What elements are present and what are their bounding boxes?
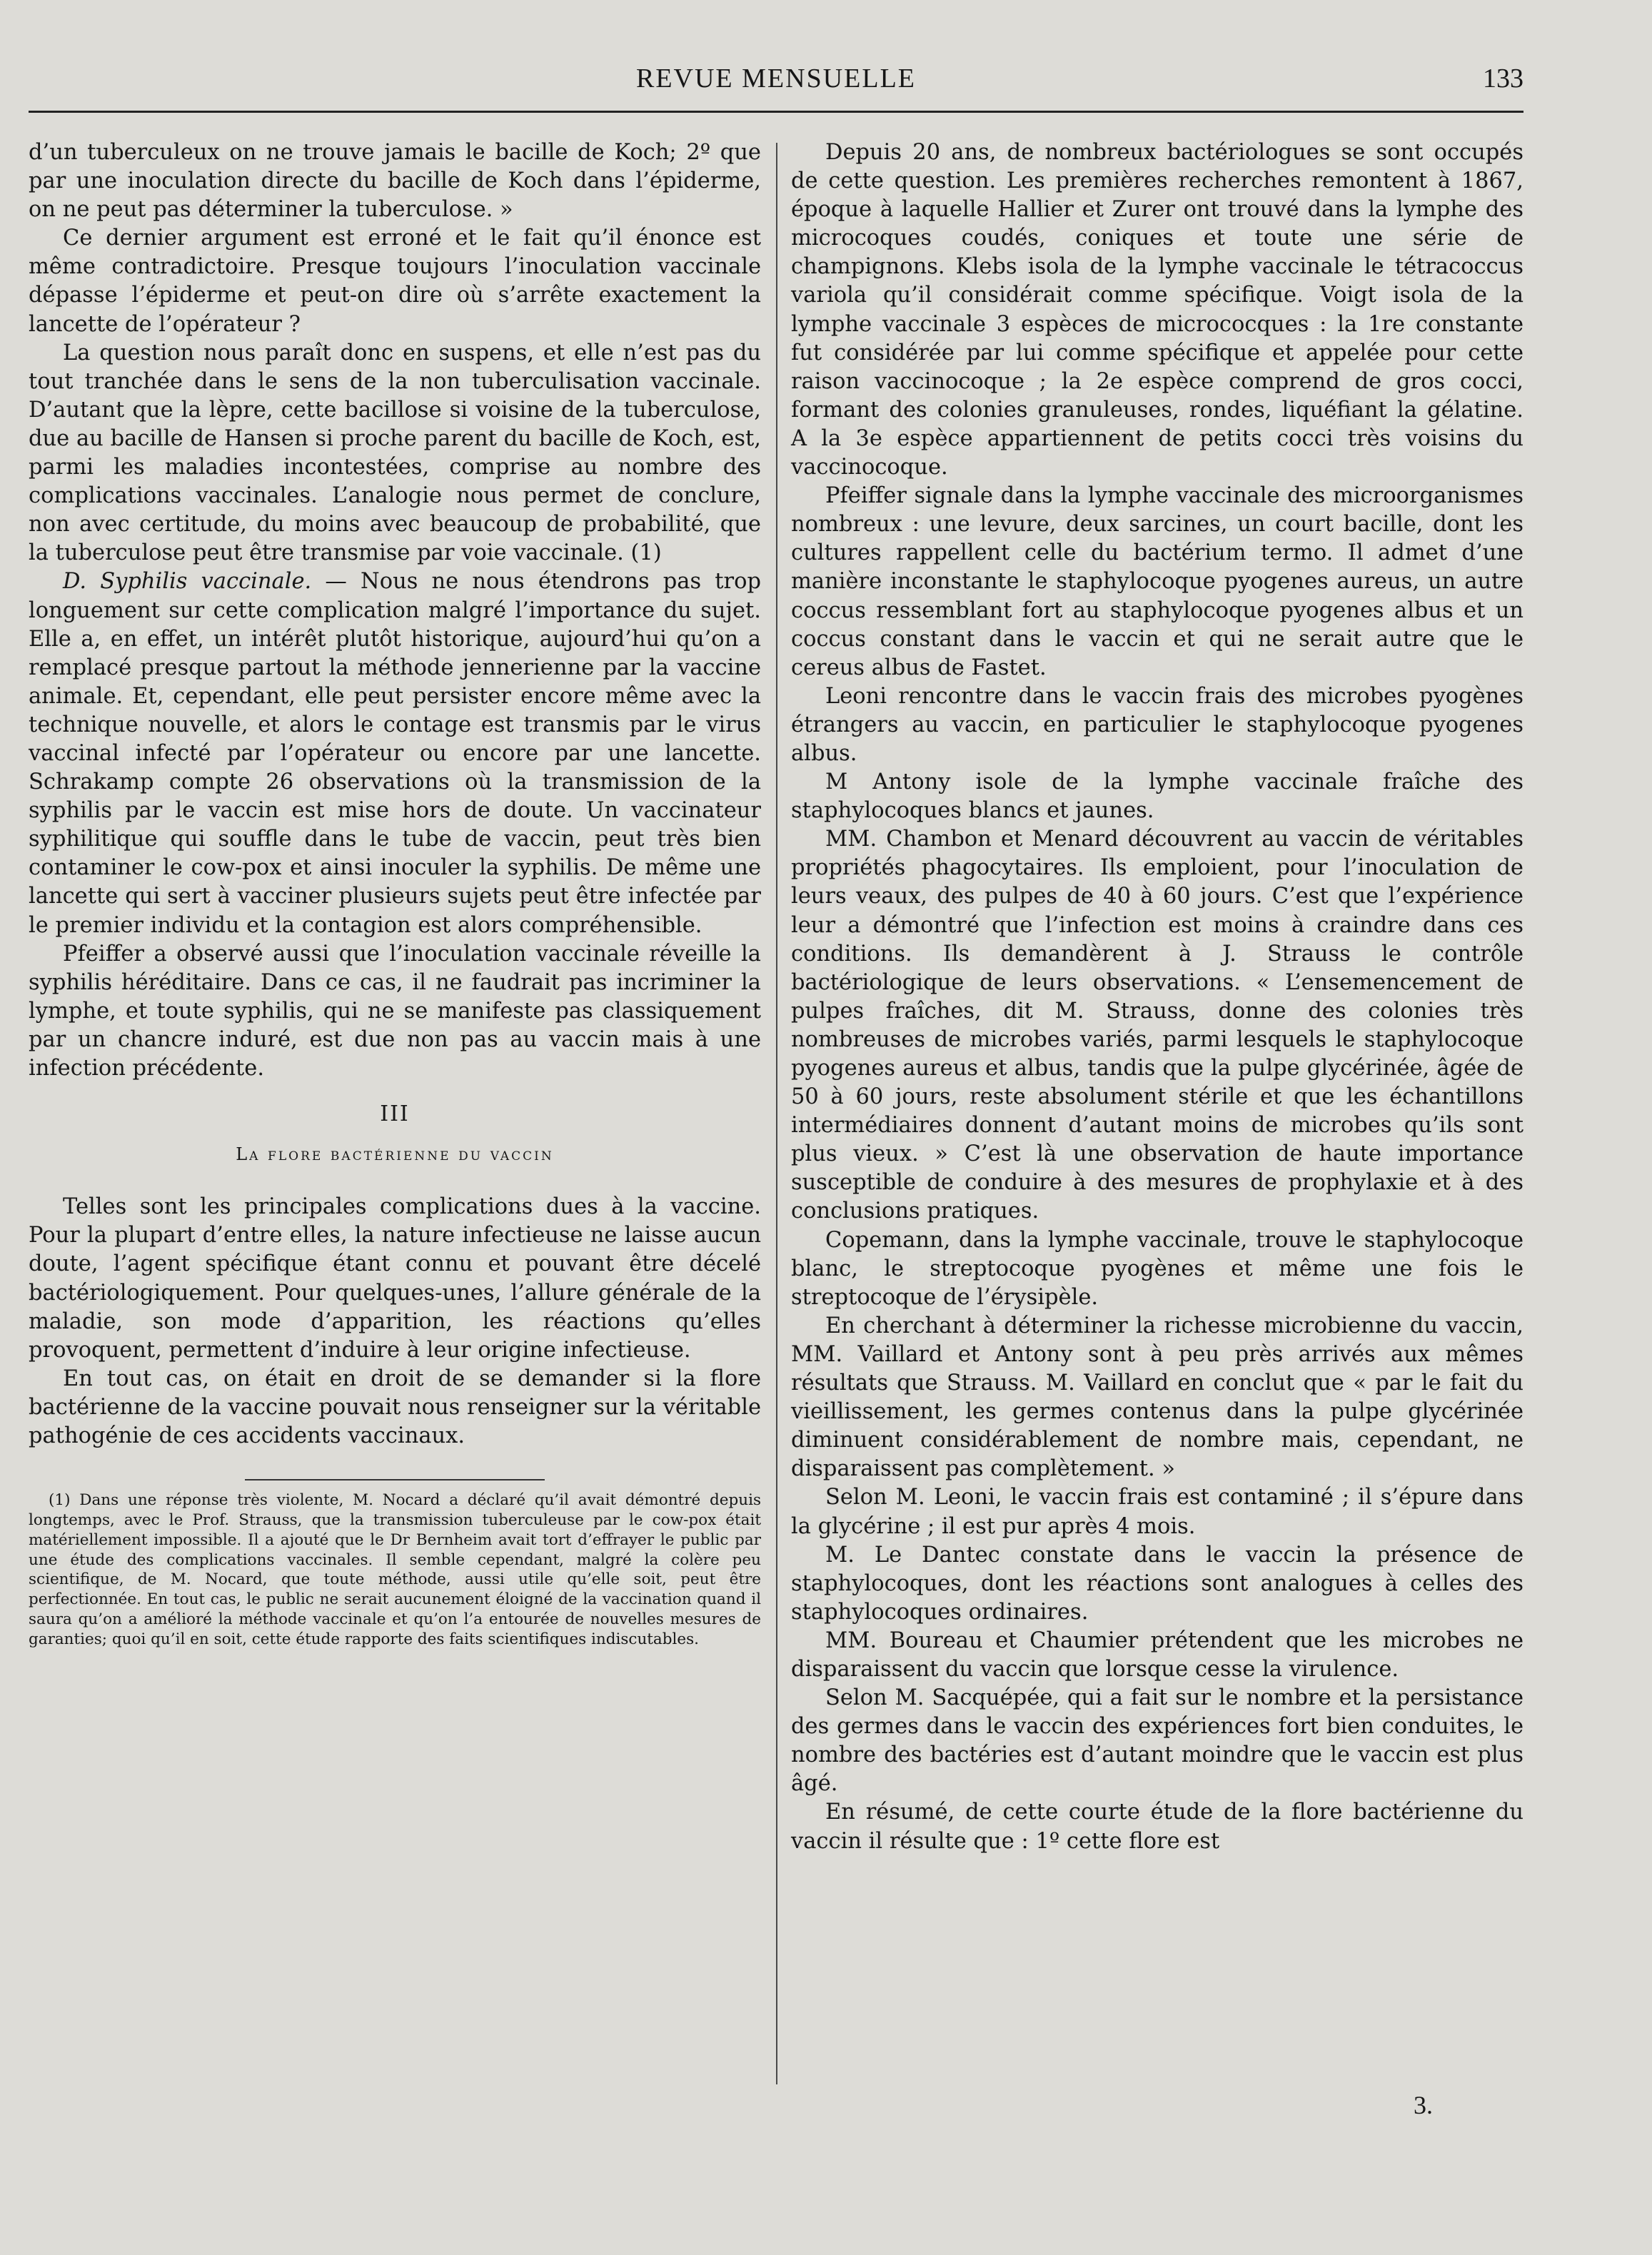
paragraph: Leoni rencontre dans le vaccin frais des microbes pyogènes étrangers au vaccin, en particulier le staphylocoque pyogenes albus. bbox=[791, 683, 1523, 766]
paragraph: En résumé, de cette courte étude de la flore bactérienne du vaccin il résulte que : 1º cette flore est bbox=[791, 1800, 1523, 1854]
paragraph: MM. Chambon et Menard découvrent au vaccin de véritables propriétés phagocytaires. Ils emploient, pour l’inoculation de leurs veaux, des pulpes de 40 à 60 jours. C’est que l’expérience leur a démontré que l’infection est moins à craindre dans ces conditions. Ils demandèrent à J. Strauss le contrôle bactériologique de leurs observations. « L’ensemencement de pulpes fraîches, dit M. Strauss, donne des colonies très nombreuses de microbes variés, parmi lesquels le staphylocoque pyogenes aureus et albus, tandis que la pulpe glycérinée, âgée de 50 à 60 jours, reste absolument stérile et que les échantillons intermédiaires donnent d’autant moins de microbes qu’ils sont plus vieux. » C’est là une observation de haute importance susceptible de conduire à des mesures de prophylaxie et à des conclusions pratiques. bbox=[791, 827, 1523, 1224]
paragraph: M Antony isole de la lymphe vaccinale fraîche des staphylocoques blancs et jaunes. bbox=[791, 770, 1523, 824]
paragraph: Ce dernier argument est erroné et le fait qu’il énonce est même contradictoire. Presque toujours l’inoculation vaccinale dépasse l’épiderme et peut-on dire où s’arrête exactement la lancette de l’opérateur ? bbox=[29, 226, 761, 337]
paragraph: M. Le Dantec constate dans le vaccin la présence de staphylocoques, dont les réactions sont analogues à celles des staphylocoques ordinaires. bbox=[791, 1542, 1523, 1625]
paragraph: En tout cas, on était en droit de se demander si la flore bactérienne de la vaccine pouvait nous renseigner sur la véritable pathogénie de ces accidents vaccinaux. bbox=[29, 1366, 761, 1449]
section-title: La flore bactérienne du vaccin bbox=[236, 1144, 554, 1165]
left-column bbox=[29, 138, 761, 1650]
page-header bbox=[29, 63, 1523, 113]
paragraph: Pfeiffer a observé aussi que l’inoculation vaccinale réveille la syphilis héréditaire. Dans ce cas, il ne faudrait pas incriminer la lymphe, et toute syphilis, qui ne se manifeste pas classiquement par un chancre induré, est due non pas au vaccin mais à une infection précédente. bbox=[29, 941, 761, 1081]
paragraph: d’un tuberculeux on ne trouve jamais le bacille de Koch; 2º que par une inoculation directe du bacille de Koch dans l’épiderme, on ne peut pas déterminer la tuberculose. » bbox=[29, 140, 761, 223]
right-column bbox=[791, 138, 1523, 1856]
header-rule bbox=[29, 111, 1523, 113]
footnote-rule bbox=[245, 1479, 545, 1480]
paragraph: En cherchant à déterminer la richesse microbienne du vaccin, MM. Vaillard et Antony sont à peu près arrivés aux mêmes résultats que Strauss. M. Vaillard en conclut que « par le fait du vieillissement, les germes contenus dans la pulpe glycérinée diminuent considérablement de nombre mais, cependant, ne disparaissent pas complètement. » bbox=[791, 1313, 1523, 1482]
syphilis-text: — Nous ne nous étendrons pas trop longuement sur cette complication malgré l’importance du sujet. Elle a, en effet, un intérêt plutôt historique, aujourd’hui qu’on a remplacé presque partout la méthode jennerienne par la vaccine animale. Et, cependant, elle peut persister encore même avec la technique nouvelle, et alors le contage est transmis par le virus vaccinal infecté par l’opérateur ou encore par une lancette. Schrakamp compte 26 observations où la transmission de la syphilis par le vaccin est mise hors de doute. Un vaccinateur syphilitique qui souffle dans le tube de vaccin, peut très bien contaminer le cow-pox et ainsi inoculer la syphilis. De même une lancette qui sert à vacciner plusieurs sujets peut être infectée par le premier individu et la contagion est alors compréhensible. bbox=[29, 569, 761, 938]
running-title: REVUE MENSUELLE bbox=[635, 64, 917, 94]
paragraph: Selon M. Leoni, le vaccin frais est contaminé ; il s’épure dans la glycérine ; il est pur après 4 mois. bbox=[791, 1485, 1523, 1539]
page-number: 133 bbox=[1483, 64, 1523, 94]
paragraph: Copemann, dans la lymphe vaccinale, trouve le staphylocoque blanc, le streptocoque pyogènes et même une fois le streptocoque de l’érysipèle. bbox=[791, 1227, 1523, 1310]
syphilis-paragraph bbox=[29, 567, 761, 939]
paragraph: La question nous paraît donc en suspens, et elle n’est pas du tout tranchée dans le sens de la non tuberculisation vaccinale. D’autant que la lèpre, cette bacillose si voisine de la tuberculose, due au bacille de Hansen si proche parent du bacille de Koch, est, parmi les maladies incontestées, comprise au nombre des complications vaccinales. L’analogie nous permet de conclure, non avec certitude, du moins avec beaucoup de probabilité, que la tuberculose peut être transmise par voie vaccinale. (1) bbox=[29, 340, 761, 566]
paragraph: Pfeiffer signale dans la lymphe vaccinale des microorganismes nombreux : une levure, deux sarcines, un court bacille, dont les cultures rappellent celle du bactérium termo. Il admet d’une manière inconstante le staphylocoque pyogenes aureus, un autre coccus ressemblant fort au staphylocoque pyogenes albus et un coccus constant dans le vaccin et qui ne serait autre que le cereus albus de Fastet. bbox=[791, 483, 1523, 680]
paragraph: MM. Boureau et Chaumier prétendent que les microbes ne disparaissent du vaccin que lorsque cesse la virulence. bbox=[791, 1628, 1523, 1682]
footnote: (1) Dans une réponse très violente, M. Nocard a déclaré qu’il avait démontré depuis longtemps, avec le Prof. Strauss, que la transmission tuberculeuse par le cow-pox était matériellement impossible. Il a ajouté que le Dr Bernheim avait tort d’effrayer le public par une étude des complications vaccinales. Il semble cependant, malgré la colère peu scientifique, de M. Nocard, que toute méthode, aussi utile qu’elle soit, peut être perfectionnée. En tout cas, le public ne serait aucunement éloigné de la vaccination quand il saura qu’on a amélioré la méthode vaccinale et qu’on l’a entourée de nouvelles mesures de garanties; quoi qu’il en soit, cette étude rapporte des faits scientifiques indiscutables. bbox=[29, 1491, 761, 1648]
section-number: III bbox=[380, 1101, 410, 1127]
signature-mark: 3. bbox=[1414, 2091, 1433, 2119]
paragraph: Selon M. Sacquépée, qui a fait sur le nombre et la persistance des germes dans le vaccin des expériences fort bien conduites, le nombre des bactéries est d’autant moindre que le vaccin est plus âgé. bbox=[791, 1685, 1523, 1797]
syphilis-heading: D. Syphilis vaccinale. bbox=[63, 569, 312, 595]
paragraph: Depuis 20 ans, de nombreux bactériologues se sont occupés de cette question. Les premières recherches remontent à 1867, époque à laquelle Hallier et Zurer ont trouvé dans la lymphe des microcoques coudés, coniques et toute une série de champignons. Klebs isola de la lymphe vaccinale le tétracoccus variola qu’il considérait comme spécifique. Voigt isola de la lymphe vaccinale 3 espèces de micrococques : la 1re constante fut considérée par lui comme spécifique et appelée pour cette raison vaccinocoque ; la 2e espèce comprend de gros cocci, formant des colonies granuleuses, rondes, liquéfiant la gélatine. A la 3e espèce appartiennent de petits cocci très voisins du vaccinocoque. bbox=[791, 140, 1523, 480]
column-divider bbox=[776, 143, 777, 2084]
paragraph: Telles sont les principales complications dues à la vaccine. Pour la plupart d’entre elles, la nature infectieuse ne laisse aucun doute, l’agent spécifique étant connu et pouvant être décelé bactériologiquement. Pour quelques-unes, l’allure générale de la maladie, son mode d’apparition, les réactions qu’elles provoquent, permettent d’induire à leur origine infectieuse. bbox=[29, 1194, 761, 1363]
